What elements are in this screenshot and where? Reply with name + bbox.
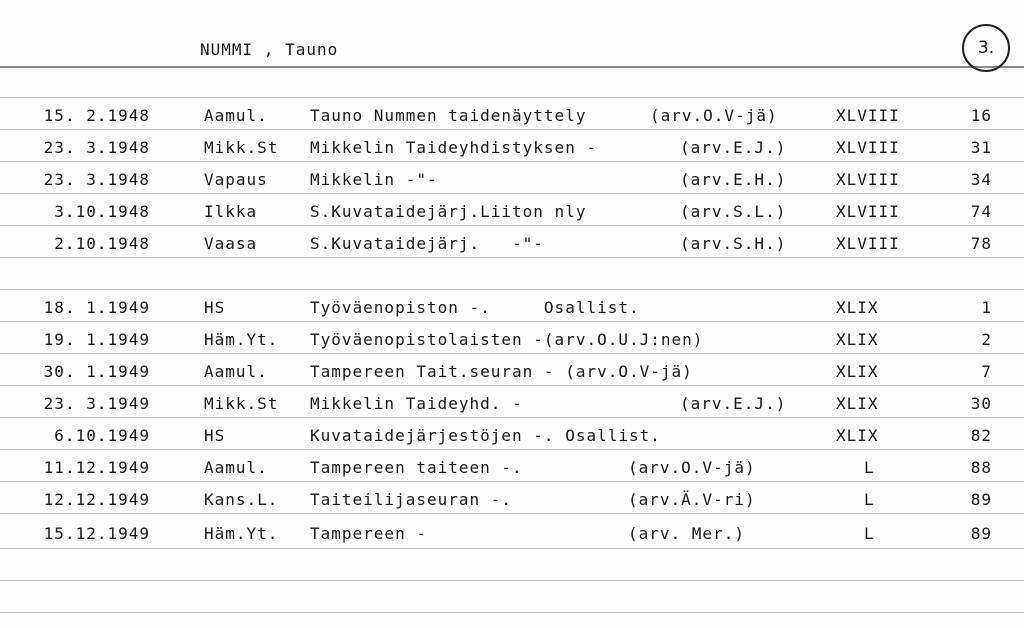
entry-reviewer: (arv.E.J.)	[680, 394, 787, 413]
entry-date: 30. 1.1949	[43, 362, 150, 381]
entry-source: HS	[204, 298, 226, 317]
entry-source: Aamul.	[204, 362, 268, 381]
entry-volume: XLVIII	[836, 170, 900, 189]
entry-date: 23. 3.1948	[43, 170, 150, 189]
entry-date: 2.10.1948	[54, 234, 150, 253]
entry-row	[0, 362, 1024, 392]
entry-source: Aamul.	[204, 106, 268, 125]
entry-volume: XLIX	[836, 330, 879, 349]
entry-date: 3.10.1948	[54, 202, 150, 221]
entry-source: Mikk.St	[204, 394, 279, 413]
entry-volume: XLIX	[836, 426, 879, 445]
entry-title: Työväenopiston -. Osallist.	[310, 298, 640, 317]
entry-volume: XLVIII	[836, 234, 900, 253]
entry-row	[0, 298, 1024, 328]
entry-volume: XLIX	[836, 362, 879, 381]
entry-page: 74	[970, 202, 992, 221]
entry-row	[0, 426, 1024, 456]
entry-reviewer: (arv. Mer.)	[628, 524, 745, 543]
entry-volume: L	[864, 490, 875, 509]
entry-date: 15.12.1949	[43, 524, 150, 543]
entry-volume: L	[864, 524, 875, 543]
entry-row	[0, 524, 1024, 554]
entry-row	[0, 330, 1024, 360]
entry-title: Mikkelin -"-	[310, 170, 438, 189]
entry-date: 11.12.1949	[43, 458, 150, 477]
entry-volume: XLVIII	[836, 106, 900, 125]
card-number-circle: 3.	[962, 24, 1010, 72]
entry-date: 6.10.1949	[54, 426, 150, 445]
entry-page: 31	[970, 138, 992, 157]
entry-title: Kuvataidejärjestöjen -. Osallist.	[310, 426, 661, 445]
entry-page: 82	[970, 426, 992, 445]
entry-source: Mikk.St	[204, 138, 279, 157]
card-heading: NUMMI , Tauno	[200, 40, 339, 59]
entry-page: 34	[970, 170, 992, 189]
entry-row	[0, 394, 1024, 424]
entry-page: 78	[970, 234, 992, 253]
entry-date: 23. 3.1949	[43, 394, 150, 413]
entry-title: Työväenopistolaisten -(arv.O.U.J:nen)	[310, 330, 704, 349]
entry-date: 19. 1.1949	[43, 330, 150, 349]
entry-title: Mikkelin Taideyhdistyksen -	[310, 138, 598, 157]
entry-volume: XLIX	[836, 298, 879, 317]
entry-title: Tampereen -	[310, 524, 427, 543]
entry-source: Aamul.	[204, 458, 268, 477]
entry-volume: XLVIII	[836, 202, 900, 221]
ruled-line	[0, 289, 1024, 290]
entry-source: Kans.L.	[204, 490, 279, 509]
entry-source: Häm.Yt.	[204, 330, 279, 349]
ruled-line	[0, 97, 1024, 98]
entry-source: Häm.Yt.	[204, 524, 279, 543]
entry-reviewer: (arv.E.J.)	[680, 138, 787, 157]
entry-volume: XLVIII	[836, 138, 900, 157]
entry-row	[0, 458, 1024, 488]
entry-row	[0, 490, 1024, 520]
entry-reviewer: (arv.Ä.V-ri)	[628, 490, 756, 509]
entry-reviewer: (arv.O.V-jä)	[650, 106, 778, 125]
entry-reviewer: (arv.S.L.)	[680, 202, 787, 221]
entry-volume: L	[864, 458, 875, 477]
entry-page: 7	[981, 362, 992, 381]
entry-row	[0, 138, 1024, 168]
entry-title: Tauno Nummen taidenäyttely	[310, 106, 587, 125]
entry-title: Tampereen Tait.seuran - (arv.O.V-jä)	[310, 362, 693, 381]
entry-reviewer: (arv.O.V-jä)	[628, 458, 756, 477]
entry-date: 12.12.1949	[43, 490, 150, 509]
entry-page: 16	[970, 106, 992, 125]
entry-date: 18. 1.1949	[43, 298, 150, 317]
entry-page: 30	[970, 394, 992, 413]
entry-page: 89	[970, 524, 992, 543]
entry-title: S.Kuvataidejärj.Liiton nly	[310, 202, 587, 221]
ruled-line	[0, 580, 1024, 581]
entry-row	[0, 234, 1024, 264]
entry-volume: XLIX	[836, 394, 879, 413]
entry-page: 2	[981, 330, 992, 349]
entry-title: S.Kuvataidejärj. -"-	[310, 234, 544, 253]
entry-row	[0, 170, 1024, 200]
entry-reviewer: (arv.E.H.)	[680, 170, 787, 189]
entry-row	[0, 202, 1024, 232]
entry-source: Vaasa	[204, 234, 258, 253]
entry-date: 15. 2.1948	[43, 106, 150, 125]
entry-title: Mikkelin Taideyhd. -	[310, 394, 523, 413]
entry-date: 23. 3.1948	[43, 138, 150, 157]
ruled-line	[0, 612, 1024, 613]
entry-row	[0, 106, 1024, 136]
entry-source: HS	[204, 426, 226, 445]
entry-source: Ilkka	[204, 202, 258, 221]
entry-title: Tampereen taiteen -.	[310, 458, 523, 477]
entry-source: Vapaus	[204, 170, 268, 189]
entry-page: 1	[981, 298, 992, 317]
entry-reviewer: (arv.S.H.)	[680, 234, 787, 253]
entry-page: 88	[970, 458, 992, 477]
header-rule	[0, 66, 1024, 68]
entry-page: 89	[970, 490, 992, 509]
entry-title: Taiteilijaseuran -.	[310, 490, 513, 509]
